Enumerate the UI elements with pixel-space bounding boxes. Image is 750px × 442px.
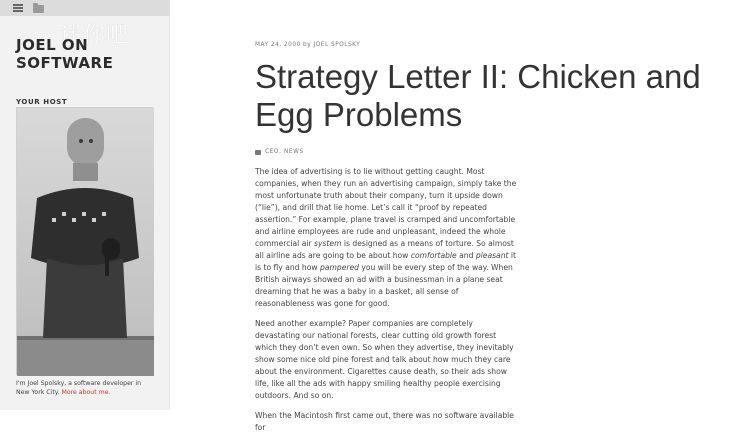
host-photo-illustration bbox=[17, 108, 154, 376]
site-title-line-1: JOEL ON bbox=[16, 36, 89, 54]
post-meta: MAY 24, 2000 by JOEL SPOLSKY bbox=[255, 42, 361, 48]
p1-part-e: you will be every step of the way. When British airways showed an ad with a businessman in a plane seat dreaming that he was a baby in a basket, all sense of reasonableness was gone for good. bbox=[255, 263, 513, 308]
more-about-me-link[interactable]: More about me. bbox=[61, 389, 111, 396]
host-caption bbox=[16, 379, 156, 397]
host-caption-text: I'm Joel Spolsky, a software developer in New York City. bbox=[16, 380, 142, 396]
folder-icon[interactable] bbox=[32, 2, 44, 14]
sidebar bbox=[0, 0, 170, 410]
p1-part-a: The idea of advertising is to lie without getting caught. Most companies, when they run an advertising campaign, simply take the most unfortunate truth about their company, turn it upside down (“lie”), and drill that lie home. Let’s call it “proof by repeated assertion.” For example, plane travel is cramped and uncomfortable and airline employees are rude and unpleasant, indeed the whole commercial air bbox=[255, 167, 517, 248]
post-content bbox=[255, 166, 517, 442]
watermark: 迷你吧 bbox=[60, 23, 130, 48]
p1-em-1: system bbox=[314, 239, 342, 248]
p1-part-b: is designed as a means of torture. So almost all airline ads are going to be about how bbox=[255, 239, 514, 260]
paragraph-3: When the Macintosh first came out, there was no software available for bbox=[255, 411, 514, 432]
post-tags bbox=[255, 149, 304, 155]
p1-em-4: pampered bbox=[320, 263, 359, 272]
paragraph-1 bbox=[255, 166, 517, 310]
post-title: Strategy Letter II: Chicken and Egg Problems bbox=[255, 58, 701, 133]
host-photo bbox=[16, 107, 153, 375]
site-title-line-2: SOFTWARE bbox=[16, 54, 114, 72]
site-title[interactable] bbox=[16, 36, 156, 72]
post-tags-text[interactable]: CEO, NEWS bbox=[265, 149, 304, 155]
p1-part-c: and bbox=[456, 251, 476, 260]
p1-part-d: it is to fly and how bbox=[255, 251, 517, 272]
paragraph-2: Need another example? Paper companies are completely devastating our national forests, clear cutting old growth forest which they don’t even own. So when they advertise, they inevitably show some nice old pine forest and talk about how much they care about the environment. Cigarettes cause death, so their ads show life, like all the ads with happy smiling healthy people exercising outdoors. And so on. bbox=[255, 319, 514, 400]
p1-em-3: pleasant bbox=[475, 251, 509, 260]
your-host-heading: YOUR HOST bbox=[16, 98, 68, 106]
sidebar-topbar bbox=[0, 0, 170, 16]
post-main bbox=[255, 0, 725, 432]
hamburger-menu-icon[interactable] bbox=[12, 2, 24, 14]
tag-icon bbox=[255, 150, 261, 155]
p1-em-2: comfortable bbox=[410, 251, 457, 260]
